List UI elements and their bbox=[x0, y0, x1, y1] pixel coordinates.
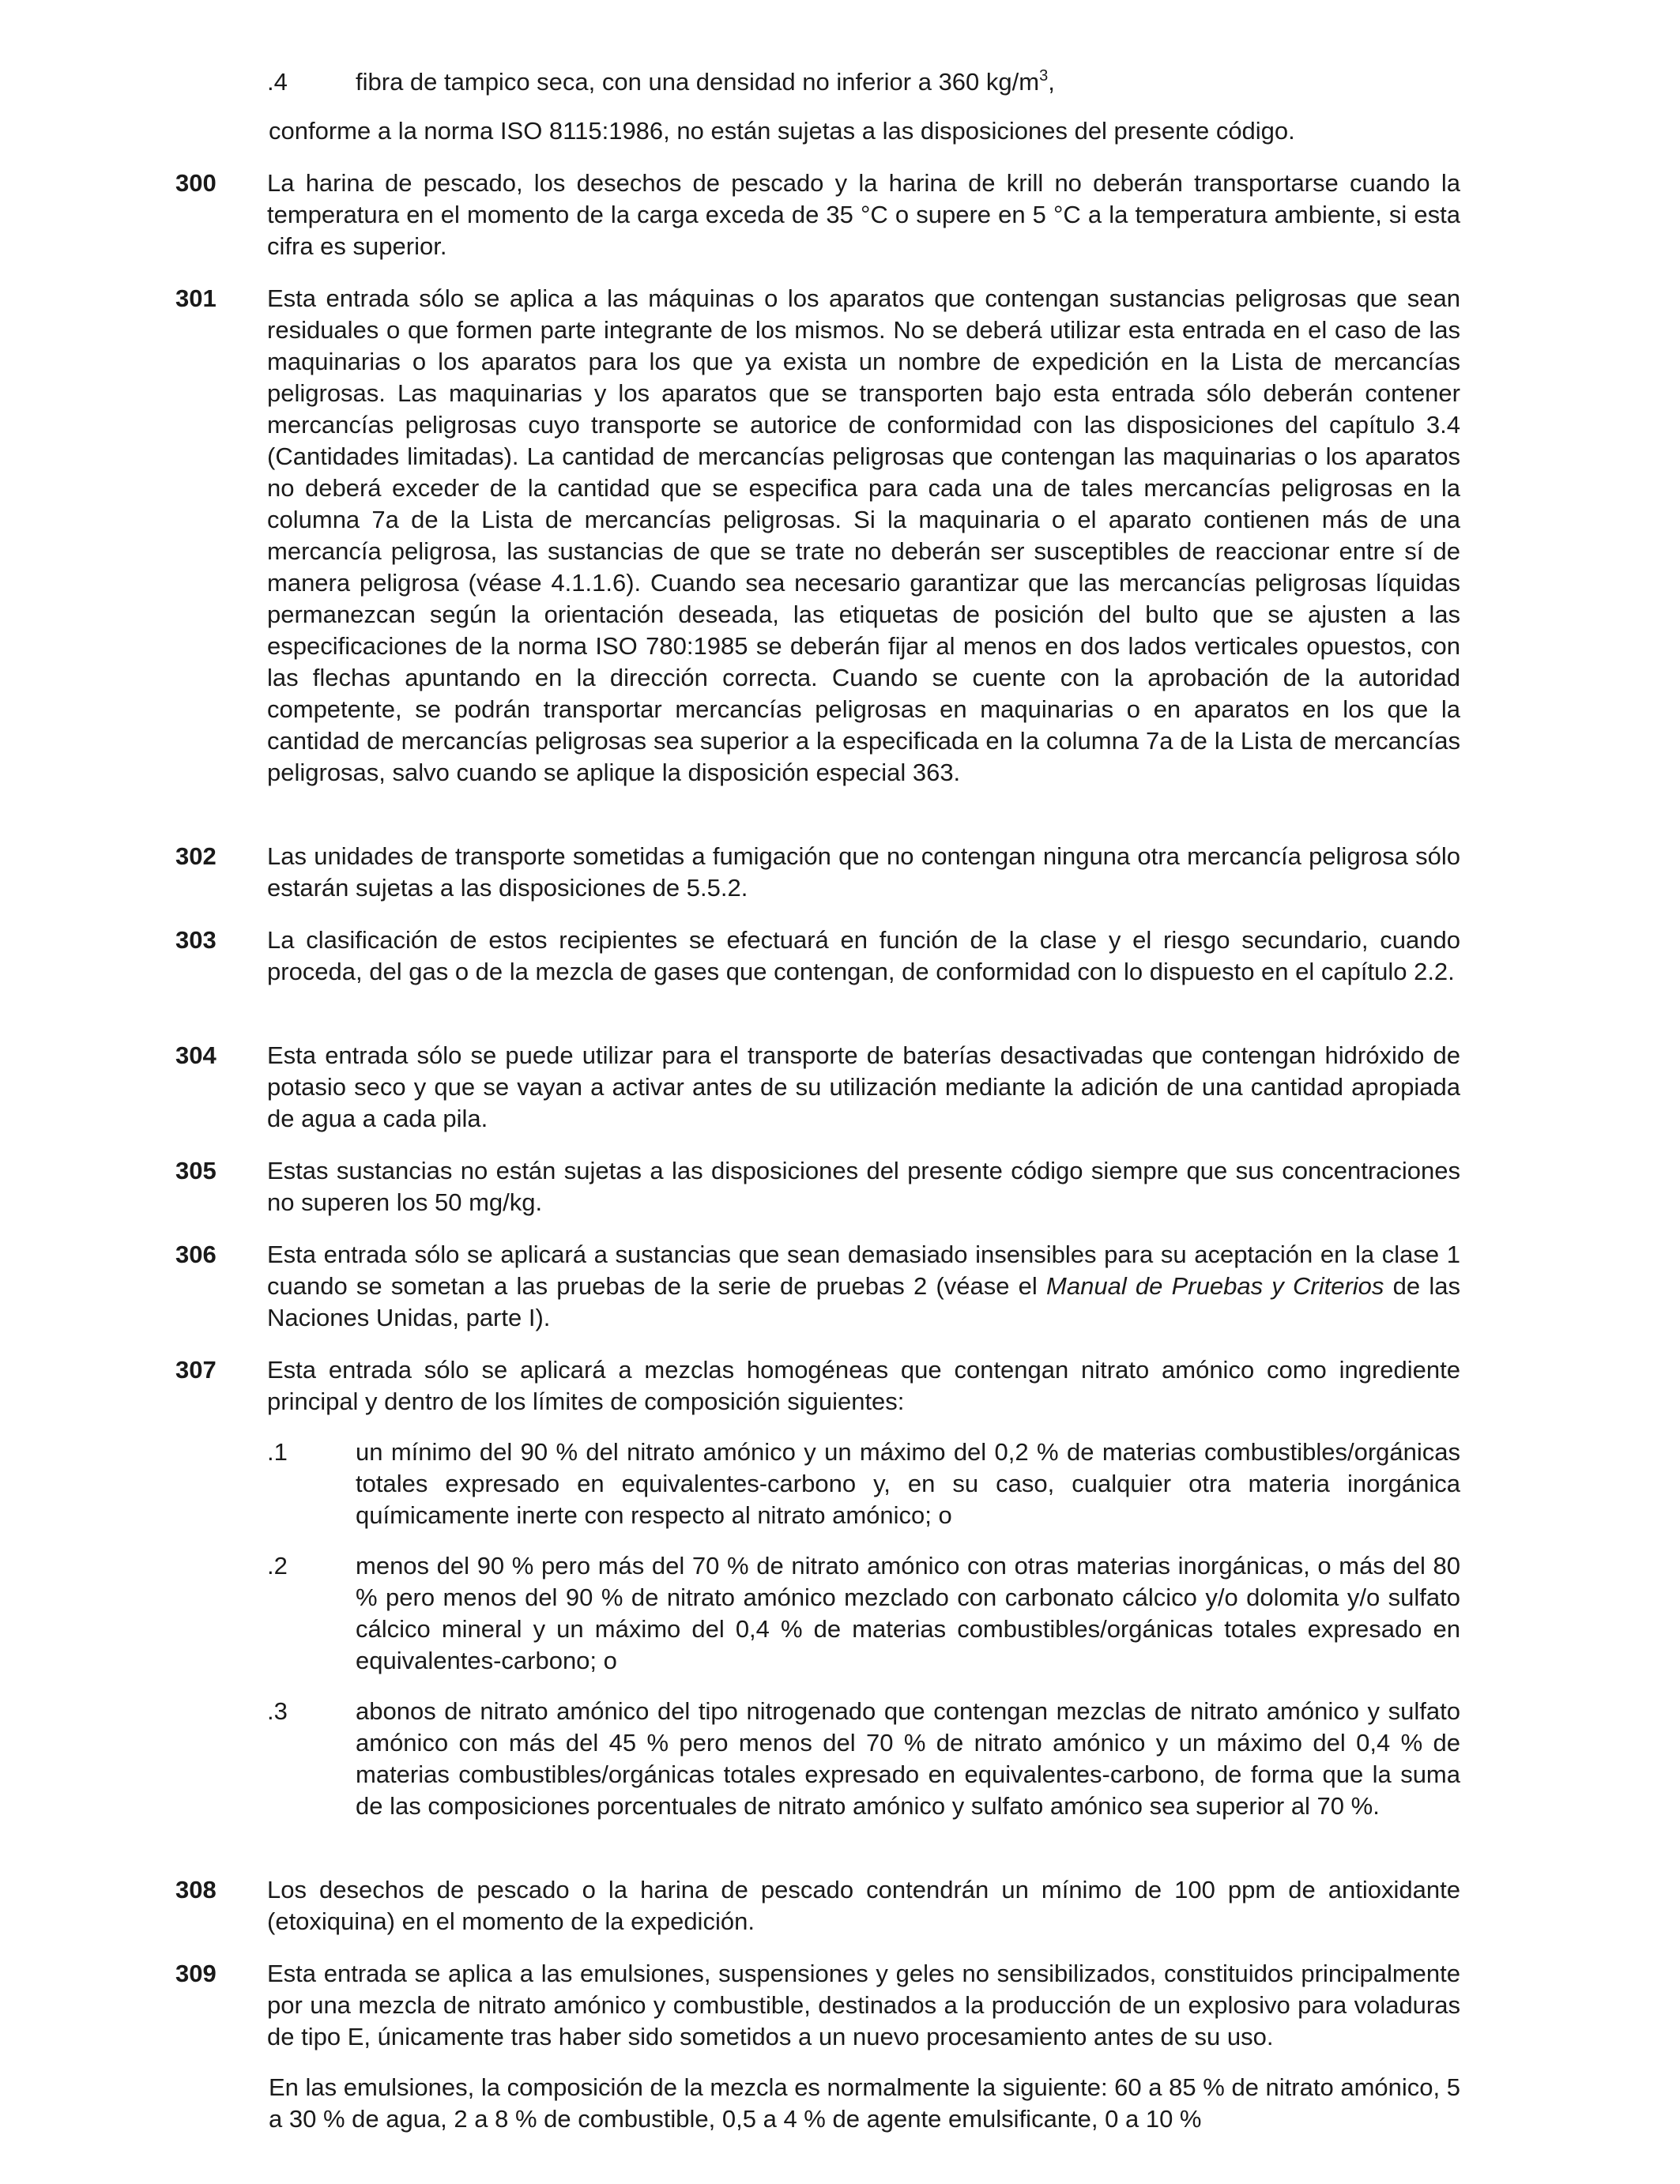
entry-307-item-2 bbox=[267, 1550, 1460, 1677]
entry-text: Las unidades de transporte sometidas a fumigación que no contengan ninguna otra mercancía peligrosa sólo estarán sujetas a las disposiciones de 5.5.2. bbox=[267, 842, 1460, 902]
entry-number: 307 bbox=[175, 1356, 217, 1384]
sub-item-text: abonos de nitrato amónico del tipo nitrogenado que contengan mezclas de nitrato amónico y sulfato amónico con más del 45 % pero menos del 70 % de nitrato amónico y un máximo del 0,4 % de materias combustibles/orgánicas totales expresado en equivalentes-carbono, de forma que la suma de las composiciones porcentuales de nitrato amónico y sulfato amónico sea superior al 70 %. bbox=[356, 1697, 1460, 1820]
sub-item-label: .1 bbox=[267, 1438, 288, 1466]
entry-303 bbox=[175, 924, 1460, 988]
entry-number: 303 bbox=[175, 926, 217, 954]
manual-title-italic: Manual de Pruebas y Criterios bbox=[1046, 1272, 1384, 1300]
entry-number: 304 bbox=[175, 1041, 217, 1069]
entry-text: La harina de pescado, los desechos de pescado y la harina de krill no deberán transportarse cuando la temperatura en el momento de la carga exceda de 35 °C o supere en 5 °C a la temperatura ambiente, si esta cifra es superior. bbox=[267, 169, 1460, 260]
entry-text: Esta entrada sólo se aplicará a mezclas homogéneas que contengan nitrato amónico como ingrediente principal y dentro de los límites de composición siguientes: bbox=[267, 1356, 1460, 1415]
entry-text: Esta entrada se aplica a las emulsiones, suspensiones y geles no sensibilizados, constituidos principalmente por una mezcla de nitrato amónico y combustible, destinados a la producción de un explosivo para voladuras de tipo E, únicamente tras haber sido sometidos a un nuevo procesamiento antes de su uso. bbox=[267, 1960, 1460, 2050]
entry-306 bbox=[175, 1239, 1460, 1334]
sub-item-text bbox=[356, 66, 1460, 98]
entry-number: 301 bbox=[175, 284, 217, 312]
sub-item-text-end: , bbox=[1048, 68, 1055, 96]
entry-307-item-1 bbox=[267, 1437, 1460, 1531]
entry-text bbox=[267, 1239, 1460, 1334]
sub-item-label: .3 bbox=[267, 1697, 288, 1725]
entry-307 bbox=[175, 1354, 1460, 1418]
entry-309-paragraph: En las emulsiones, la composición de la mezcla es normalmente la siguiente: 60 a 85 % de nitrato amónico, 5 a 30 % de agua, 2 a 8 % de combustible, 0,5 a 4 % de agente emulsificante, 0 a 10 % bbox=[269, 2073, 1460, 2133]
entry-number: 306 bbox=[175, 1241, 217, 1268]
entry-300 bbox=[175, 168, 1460, 262]
intro-closing-paragraph: conforme a la norma ISO 8115:1986, no están sujetas a las disposiciones del presente código. bbox=[269, 117, 1295, 145]
entry-text: Esta entrada sólo se aplica a las máquinas o los aparatos que contengan sustancias peligrosas que sean residuales o que formen parte integrante de los mismos. No se deberá utilizar esta entrada en el caso de las maquinarias o los aparatos para los que ya exista un nombre de expedición en la Lista de mercancías peligrosas. Las maquinarias y los aparatos que se transporten bajo esta entrada sólo deberán contener mercancías peligrosas cuyo transporte se autorice de conformidad con las disposiciones del capítulo 3.4 (Cantidades limitadas). La cantidad de mercancías peligrosas que contengan las maquinarias o los aparatos no deberá exceder de la cantidad que se especifica para cada una de tales mercancías peligrosas en la columna 7a de la Lista de mercancías peligrosas. Si la maquinaria o el aparato contienen más de una mercancía peligrosa, las sustancias de que se trate no deberán ser susceptibles de reaccionar entre sí de manera peligrosa (véase 4.1.1.6). Cuando sea necesario garantizar que las mercancías peligrosas líquidas permanezcan según la orientación deseada, las etiquetas de posición del bulto que se ajusten a las especificaciones de la norma ISO 780:1985 se deberán fijar al menos en dos lados verticales opuestos, con las flechas apuntando en la dirección correcta. Cuando se cuente con la aprobación de la autoridad competente, se podrán transportar mercancías peligrosas en maquinarias o en aparatos en los que la cantidad de mercancías peligrosas sea superior a la especificada en la columna 7a de la Lista de mercancías peligrosas, salvo cuando se aplique la disposición especial 363. bbox=[267, 284, 1460, 786]
sub-item-text: menos del 90 % pero más del 70 % de nitrato amónico con otras materias inorgánicas, o más del 80 % pero menos del 90 % de nitrato amónico mezclado con carbonato cálcico y/o dolomita y/o sulfato cálcico mineral y un máximo del 0,4 % de materias combustibles/orgánicas totales expresado en equivalentes-carbono; o bbox=[356, 1552, 1460, 1674]
entry-number: 309 bbox=[175, 1960, 217, 1987]
entry-301 bbox=[175, 283, 1460, 789]
sub-item-4 bbox=[267, 66, 1460, 98]
sub-item-label: .4 bbox=[267, 68, 288, 96]
entry-number: 302 bbox=[175, 842, 217, 870]
entry-307-item-3 bbox=[267, 1696, 1460, 1822]
entry-302 bbox=[175, 841, 1460, 904]
entry-308 bbox=[175, 1874, 1460, 1937]
entry-number: 300 bbox=[175, 169, 217, 197]
sub-item-text-main: fibra de tampico seca, con una densidad no inferior a 360 kg/m bbox=[356, 68, 1040, 96]
entry-305 bbox=[175, 1155, 1460, 1218]
unit-exponent: 3 bbox=[1039, 67, 1049, 85]
entry-309 bbox=[175, 1958, 1460, 2053]
entry-number: 305 bbox=[175, 1157, 217, 1184]
entry-text: Estas sustancias no están sujetas a las disposiciones del presente código siempre que sus concentraciones no superen los 50 mg/kg. bbox=[267, 1157, 1460, 1216]
entry-304 bbox=[175, 1040, 1460, 1135]
entry-text: Los desechos de pescado o la harina de pescado contendrán un mínimo de 100 ppm de antioxidante (etoxiquina) en el momento de la expedición. bbox=[267, 1876, 1460, 1935]
entry-text: Esta entrada sólo se puede utilizar para el transporte de baterías desactivadas que contengan hidróxido de potasio seco y que se vayan a activar antes de su utilización mediante la adición de una cantidad apropiada de agua a cada pila. bbox=[267, 1041, 1460, 1132]
entry-text-part-b: de las Naciones Unidas, parte I). bbox=[267, 1272, 1460, 1331]
entry-text-part-a: Esta entrada sólo se aplicará a sustancias que sean demasiado insensibles para su aceptación en la clase 1 cuando se sometan a las pruebas de la serie de pruebas 2 (véase el bbox=[267, 1241, 1460, 1300]
sub-item-text: un mínimo del 90 % del nitrato amónico y un máximo del 0,2 % de materias combustibles/orgánicas totales expresado en equivalentes-carbono y, en su caso, cualquier otra materia inorgánica químicamente inerte con respecto al nitrato amónico; o bbox=[356, 1438, 1460, 1529]
entry-number: 308 bbox=[175, 1876, 217, 1903]
entry-text: La clasificación de estos recipientes se efectuará en función de la clase y el riesgo secundario, cuando proceda, del gas o de la mezcla de gases que contengan, de conformidad con lo dispuesto en el capítulo 2.2. bbox=[267, 926, 1460, 985]
sub-item-label: .2 bbox=[267, 1552, 288, 1580]
